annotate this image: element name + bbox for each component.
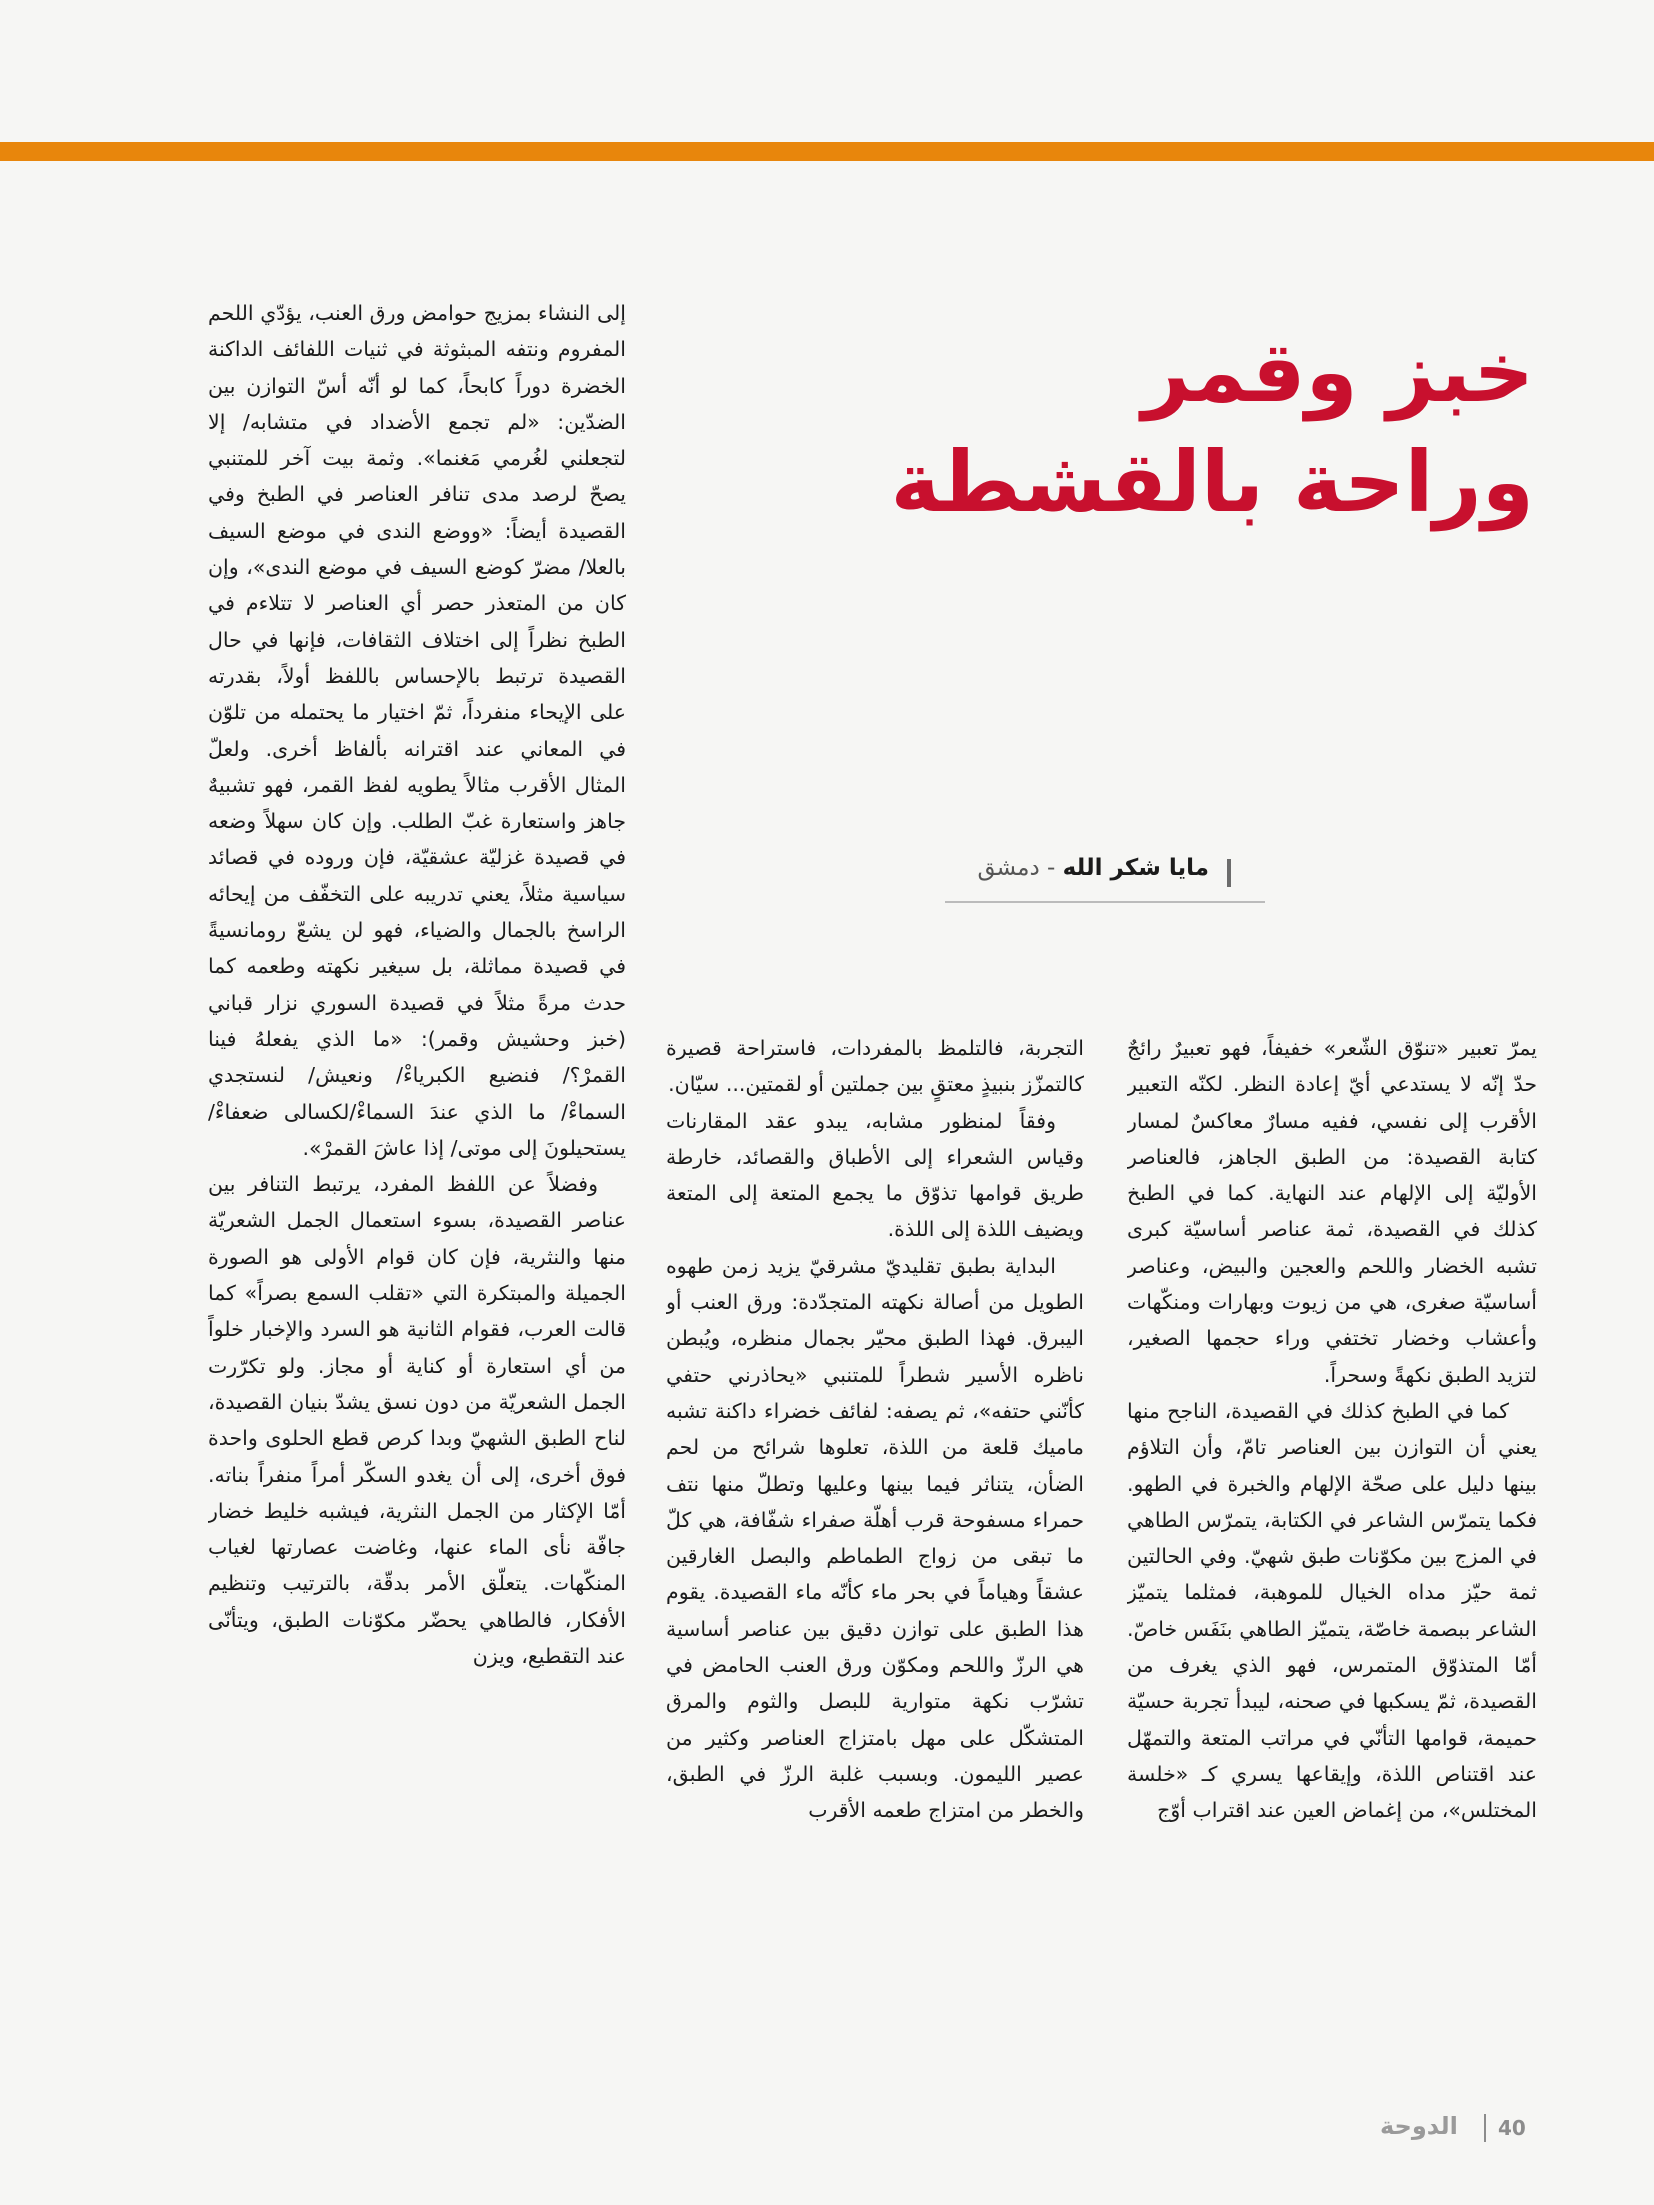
text-column-right: [1127, 1030, 1537, 2030]
paragraph: كما في الطبخ كذلك في القصيدة، الناجح منها يعني أن التوازن بين العناصر تامّ، وأن التلاؤم بينها دليل على صحّة الإلهام والخبرة في الطهو. فكما يتمرّس الشاعر في الكتابة، يتمرّس الطاهي في المزج بين مكوّنات طبق شهيّ. وفي الحالتين ثمة حيّز مداه الخيال للموهبة، فمثلما يتميّز الشاعر ببصمة خاصّة، يتميّز الطاهي بنَفَس خاصّ. أمّا المتذوّق المتمرس، فهو الذي يغرف من القصيدة، ثمّ يسكبها في صحنه، ليبدأ تجربة حسيّة حميمة، قوامها التأنّي في مراتب المتعة والتمهّل عند اقتناص اللذة، وإيقاعها يسري كـ «خلسة المختلس»، من إغماض العين عند اقتراب أوّج: [1127, 1398, 1537, 1823]
paragraph: التجربة، فالتلمظ بالمفردات، فاستراحة قصيرة كالتمزّز بنبيذٍ معتقٍ بين جملتين أو لقمتين... سيّان.: [666, 1036, 1084, 1097]
byline-bar: [1227, 859, 1231, 887]
page-footer: [1372, 2112, 1562, 2152]
author-name: مايا شكر الله: [1062, 855, 1209, 881]
byline: [945, 853, 1265, 903]
footer-divider: [1484, 2114, 1486, 2142]
text-column-left: [208, 295, 626, 2030]
article-title-line-2: وراحة بالقشطة: [890, 433, 1534, 531]
top-accent-rule: [0, 142, 1654, 161]
paragraph: وفقاً لمنظور مشابه، يبدو عقد المقارنات وقياس الشعراء إلى الأطباق والقصائد، خارطة طريق قوامها تذوّق ما يجمع المتعة إلى المتعة ويضيف اللذة إلى اللذة.: [666, 1108, 1084, 1242]
article-title-line-1: خبز وقمر: [1141, 323, 1534, 421]
page-number: 40: [1498, 2116, 1526, 2140]
text-column-middle: [666, 1030, 1084, 2030]
paragraph: وفضلاً عن اللفظ المفرد، يرتبط التنافر بين عناصر القصيدة، بسوء استعمال الجمل الشعريّة منها والنثرية، فإن كان قوام الأولى هو الصورة الجميلة والمبتكرة التي «تقلب السمع بصراً» كما قالت العرب، فقوام الثانية هو السرد والإخبار خلواً من أي استعارة أو كناية أو مجاز. ولو تكرّرت الجمل الشعريّة من دون نسق يشدّ بنيان القصيدة، لناح الطبق الشهيّ وبدا كرص قطع الحلوى واحدة فوق أخرى، إلى أن يغدو السكّر أمراً منفراً بناته. أمّا الإكثار من الجمل النثرية، فيشبه خليط خضار جافّة نأى الماء عنها، وغاضت عصارتها لغياب المنكّهات. يتعلّق الأمر بدقّة، بالترتيب وتنظيم الأفكار، فالطاهي يحضّر مكوّنات الطبق، ويتأنّى عند التقطيع، ويزن: [208, 1172, 626, 1668]
magazine-logo: الدوحة: [1380, 2112, 1458, 2140]
paragraph: البداية بطبق تقليديّ مشرقيّ يزيد زمن طهوه الطويل من أصالة نكهته المتجدّدة: ورق العنب أو اليبرق. فهذا الطبق محيّر بجمال منظره، ويُبطن ناظره الأسير شطراً للمتنبي «يحاذرني حتفي كأنّني حتفه»، ثم يصفه: لفائف خضراء داكنة تشبه ماميك قلعة من اللذة، تعلوها شرائح من لحم الضأن، يتناثر فيما بينها وعليها وتطلّ منها نتف حمراء مسفوحة قرب أهلّة صفراء شفّافة، هي كلّ ما تبقى من زواج الطماطم والبصل الغارقين عشقاً وهياماً في بحر ماء كأنّه ماء القصيدة. يقوم هذا الطبق على توازن دقيق بين عناصر أساسية هي الرزّ واللحم ومكوّن ورق العنب الحامض في تشرّب نكهة متوارية للبصل والثوم والمرق المتشكّل على مهل بامتزاج العناصر وكثير من عصير الليمون. وبسبب غلبة الرزّ في الطبق، والخطر من امتزاج طعمه الأقرب: [666, 1253, 1084, 1823]
byline-text: [977, 855, 1209, 881]
paragraph: إلى النشاء بمزيج حوامض ورق العنب، يؤدّي اللحم المفروم ونتفه المبثوثة في ثنيات اللفائف الداكنة الخضرة دوراً كابحاً، كما لو أنّه أسّ التوازن بين الضدّين: «لم تجمع الأضداد في متشابه/ إلا لتجعلني لغُرمي مَغنما». وثمة بيت آخر للمتنبي يصحّ لرصد مدى تنافر العناصر في الطبخ وفي القصيدة أيضاً: «ووضع الندى في موضع السيف بالعلا/ مضرّ كوضع السيف في موضع الندى»، وإن كان من المتعذر حصر أي العناصر لا تتلاءم في الطبخ نظراً إلى اختلاف الثقافات، فإنها في حال القصيدة ترتبط بالإحساس باللفظ أولاً، بقدرته على الإيحاء منفرداً، ثمّ اختيار ما يحتمله من تلوّن في المعاني عند اقترانه بألفاظ أخرى. ولعلّ المثال الأقرب مثالاً يطويه لفظ القمر، فهو تشبيهٌ جاهز واستعارة غبّ الطلب. وإن كان سهلاً وضعه في قصيدة غزليّة عشقيّة، فإن وروده في قصائد سياسية مثلاً، يعني تدريبه على التخفّف من إيحائه الراسخ بالجمال والضياء، فهو لن يشعّ رومانسيةً في قصيدة مماثلة، بل سيغير نكهته وطعمه كما حدث مرةً مثلاً في قصيدة السوري نزار قباني (خبز وحشيش وقمر): «ما الذي يفعلهُ فينا القمرْ؟/ فنضيع الكبرياءْ/ ونعيش/ لنستجدي السماءْ/ ما الذي عندَ السماءْ/لكسالى ضعفاءْ/ يستحيلونَ إلى موتى/ إذا عاشَ القمرْ».: [208, 301, 626, 1160]
paragraph: يمرّ تعبير «تنوّق الشّعر» خفيفاً، فهو تعبيرٌ رائجٌ حدّ إنّه لا يستدعي أيّ إعادة النظر. لكنّه التعبير الأقرب إلى نفسي، ففيه مسارٌ معاكسٌ لمسار كتابة القصيدة: من الطبق الجاهز، فالعناصر الأوليّة إلى الإلهام عند النهاية. كما في الطبخ كذلك في القصيدة، ثمة عناصر أساسيّة كبرى تشبه الخضار واللحم والعجين والبيض، وعناصر أساسيّة صغرى، هي من زيوت وبهارات ومنكّهات وأعشاب وخضار تختفي وراء حجمها الصغير، لتزيد الطبق نكهةً وسحراً.: [1127, 1036, 1537, 1387]
author-location: - دمشق: [977, 855, 1056, 881]
